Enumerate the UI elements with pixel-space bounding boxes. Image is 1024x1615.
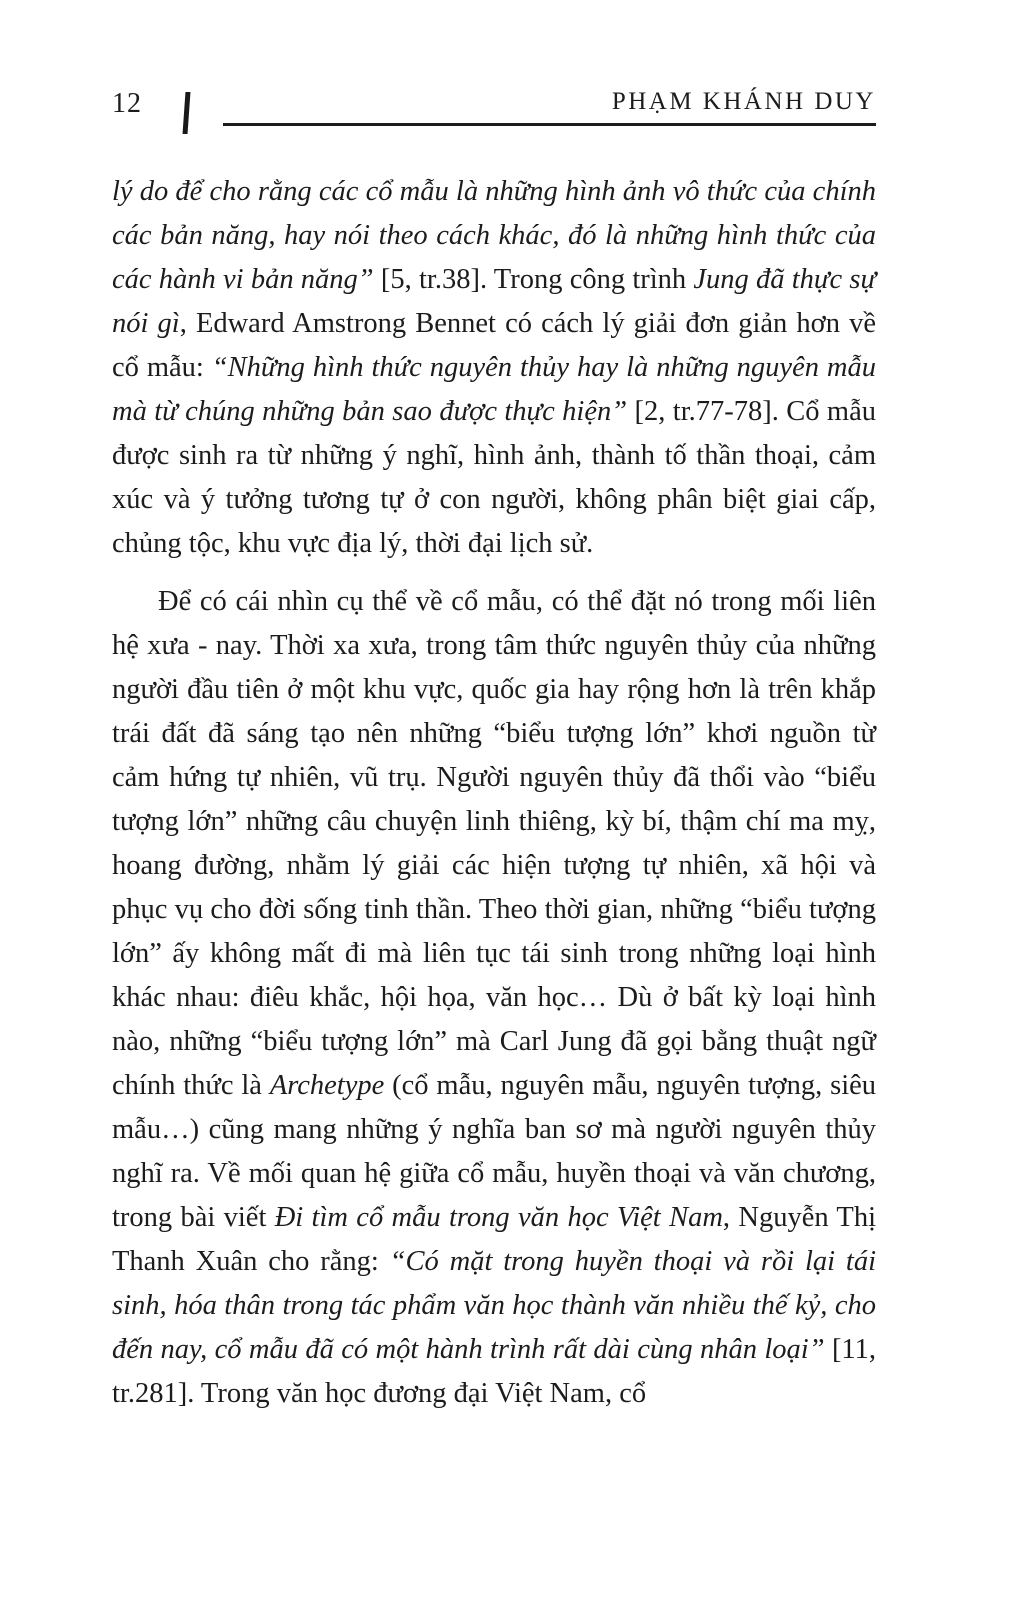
page-number: 12 bbox=[112, 88, 142, 119]
paragraph bbox=[112, 580, 876, 1416]
text-run: (cổ mẫu, nguyên mẫu, nguyên tượng, siêu mẫu…) cũng mang những ý nghĩa ban sơ mà người nguyên thủy nghĩ ra. Về mối quan hệ giữa cổ mẫu, huyền thoại và văn chương, trong bài viết bbox=[112, 1070, 877, 1233]
text-run: Đi tìm cổ mẫu trong văn học Việt Nam bbox=[274, 1202, 723, 1233]
text-run: [11, tr.281]. Trong văn học đương đại Việt Nam, cổ bbox=[112, 1334, 876, 1409]
paragraph bbox=[112, 170, 876, 566]
text-run: , Edward Amstrong Bennet có cách lý giải đơn giản hơn về cổ mẫu: bbox=[112, 308, 876, 383]
text-run: , Nguyễn Thị Thanh Xuân cho rằng: bbox=[112, 1202, 876, 1277]
running-header-author: PHẠM KHÁNH DUY bbox=[611, 88, 876, 115]
text-run: “Có mặt trong huyền thoại và rồi lại tái sinh, hóa thân trong tác phẩm văn học thành văn nhiều thế kỷ, cho đến nay, cổ mẫu đã có một hành trình rất dài cùng nhân loại” bbox=[112, 1246, 876, 1365]
text-run: Archetype bbox=[269, 1070, 385, 1101]
page-header bbox=[112, 88, 876, 126]
running-head-area bbox=[223, 88, 876, 126]
text-run: “Những hình thức nguyên thủy hay là những nguyên mẫu mà từ chúng những bản sao được thực hiện” bbox=[112, 352, 876, 427]
text-run: Jung đã thực sự nói gì bbox=[112, 264, 876, 339]
text-run: [5, tr.38]. Trong công trình bbox=[373, 264, 694, 295]
text-run: [2, tr.77-78]. Cổ mẫu được sinh ra từ những ý nghĩ, hình ảnh, thành tố thần thoại, cảm xúc và ý tưởng tương tự ở con người, không phân biệt giai cấp, chủng tộc, khu vực địa lý, thời đại lịch sử. bbox=[112, 396, 876, 559]
header-divider-bar bbox=[183, 92, 191, 134]
page-body bbox=[112, 170, 876, 1416]
text-run: lý do để cho rằng các cổ mẫu là những hình ảnh vô thức của chính các bản năng, hay nói theo cách khác, đó là những hình thức của các hành vi bản năng” bbox=[112, 176, 876, 295]
text-run: Để có cái nhìn cụ thể về cổ mẫu, có thể đặt nó trong mối liên hệ xưa - nay. Thời xa xưa, trong tâm thức nguyên thủy của những người đầu tiên ở một khu vực, quốc gia hay rộng hơn là trên khắp trái đất đã sáng tạo nên những “biểu tượng lớn” khơi nguồn từ cảm hứng tự nhiên, vũ trụ. Người nguyên thủy đã thổi vào “biểu tượng lớn” những câu chuyện linh thiêng, kỳ bí, thậm chí ma mỵ, hoang đường, nhằm lý giải các hiện tượng tự nhiên, xã hội và phục vụ cho đời sống tinh thần. Theo thời gian, những “biểu tượng lớn” ấy không mất đi mà liên tục tái sinh trong những loại hình khác nhau: điêu khắc, hội họa, văn học… Dù ở bất kỳ loại hình nào, những “biểu tượng lớn” mà Carl Jung đã gọi bằng thuật ngữ chính thức là bbox=[112, 586, 876, 1101]
